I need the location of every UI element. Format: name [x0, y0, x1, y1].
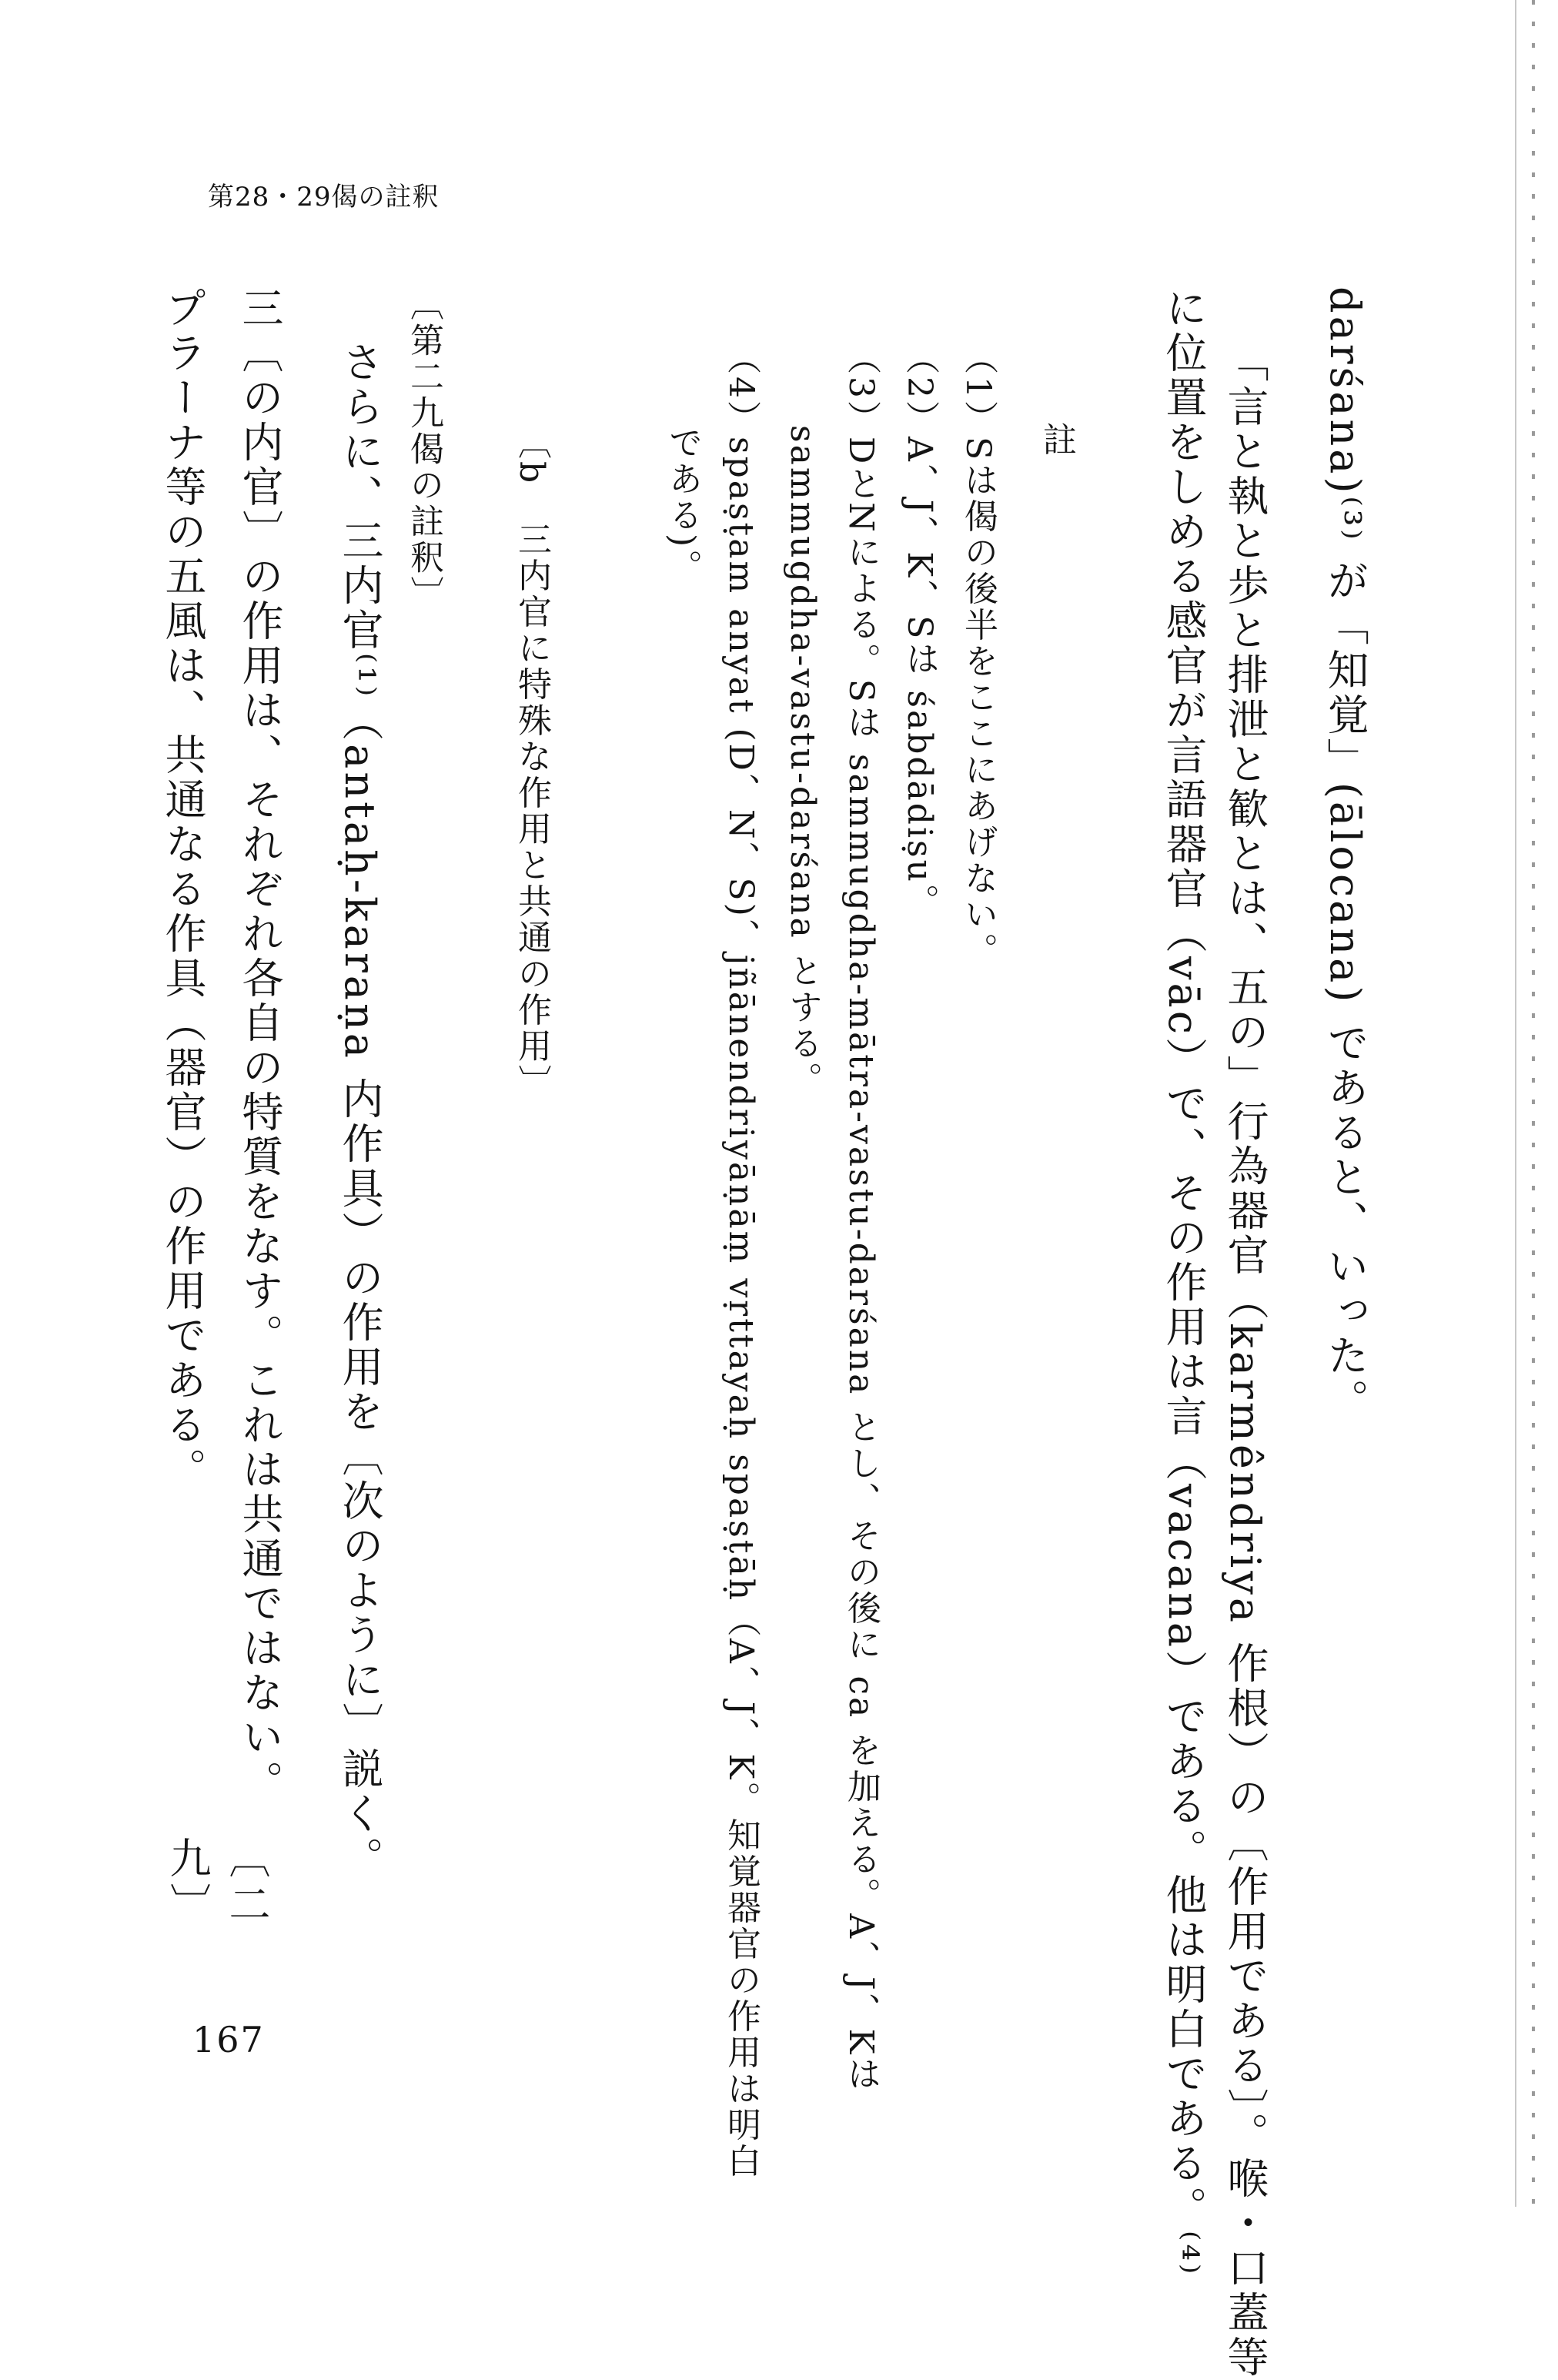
note-4: （4）spaṣṭam anyat (D、N、S)、jñānendriyāṇāṃ vṛttayaḥ spaṣṭāḥ（A、J、K。知覚器官の作用は明白: [721, 340, 761, 2180]
verse-29-line-3: プラーナ等の五風は、共通なる作具（器官）の作用である。: [159, 286, 207, 1492]
note-1: （1）Sは偈の後半をここにあげない。: [958, 340, 998, 969]
section-b-heading: 〔b 三内官に特殊な作用と共通の作用〕: [512, 425, 551, 1101]
page-edge-line: [1515, 0, 1516, 2207]
page-number: 167: [192, 2019, 265, 2060]
note-2: （2）A、J、K、Sは śabdādiṣu。: [900, 340, 939, 920]
running-title: 第28・29偈の註釈: [208, 182, 440, 213]
main-text-line-3: に位置をしめる感官が言語器官（vāc）で、その作用は言（vacana）である。他は明白である。⁽⁴⁾: [1159, 286, 1208, 2278]
page-edge-dashes: [1532, 0, 1535, 2207]
note-4-continued: である)。: [663, 425, 702, 586]
main-text-line-2: 「言と執と歩と排泄と歓とは、五の」行為器官（karmêndriya 作根）の〔作用である〕。喉・口蓋等: [1221, 340, 1269, 2380]
verse-29-line-1: さらに、三内官⁽¹⁾（antaḥ-karaṇa 内作具）の作用を〔次のように〕説く。: [336, 340, 384, 1882]
verse-29-heading: 〔第二九偈の註釈〕: [404, 286, 443, 612]
note-3-continued: sammugdha-vastu-darśana とする。: [783, 425, 822, 1098]
section-marker: 〔二九〕: [163, 1836, 271, 1929]
notes-heading: 註: [1037, 422, 1076, 456]
note-3: （3）DとNによる。Sは sammugdha-mātra-vastu-darśana とし、その後に ca を加える。A、J、Kは: [841, 340, 881, 2093]
verse-29-line-2: 三〔の内官〕の作用は、それぞれ各自の特質をなす。これは共通ではない。: [236, 286, 284, 1805]
main-text-line-1: darśana)⁽³⁾ が「知覚」(ālocana) であると、いった。: [1321, 286, 1369, 1424]
